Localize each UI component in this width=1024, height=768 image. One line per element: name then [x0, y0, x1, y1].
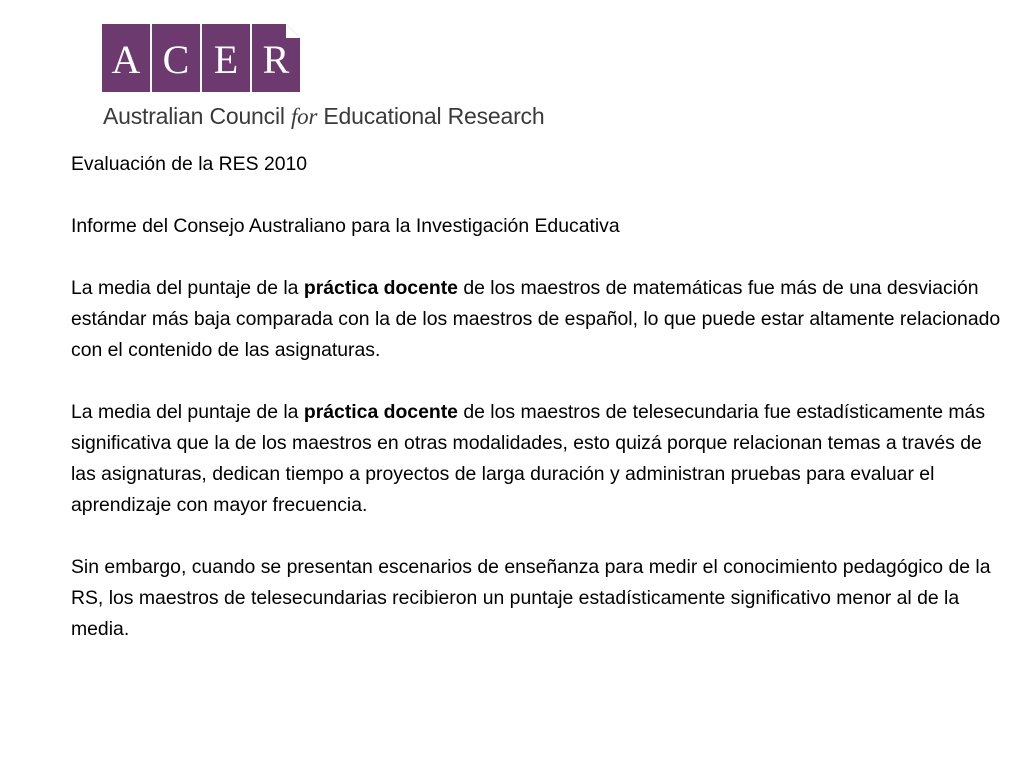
paragraph1-pre: La media del puntaje de la [71, 277, 304, 299]
paragraph2-bold: práctica docente [303, 401, 458, 423]
logo-name-pre: Australian Council [103, 103, 291, 129]
logo-name-post: Educational Research [317, 103, 545, 129]
paragraph-teaching-scenarios: Sin embargo, cuando se presentan escenarios de enseñanza para medir el conocimiento pedagógico de la RS, los maestros de telesecundarias recibieron un puntaje estadísticamente significativo menor al de la media. [71, 556, 991, 640]
slide-body [71, 149, 1001, 645]
logo-letter-r: R [262, 37, 290, 82]
slide-title: Evaluación de la RES 2010 [71, 153, 308, 175]
slide-subtitle: Informe del Consejo Australiano para la Investigación Educativa [71, 215, 620, 237]
paragraph-math-teachers [71, 273, 1001, 366]
logo-letter-a: A [111, 37, 141, 82]
paragraph1-bold: práctica docente [303, 277, 458, 299]
logo-organization-name [103, 103, 544, 130]
paragraph2-pre: La media del puntaje de la [71, 401, 304, 423]
logo-letter-e: E [213, 37, 239, 82]
logo-name-for: for [290, 104, 318, 129]
acer-logo-mark [102, 24, 300, 92]
paragraph-telesecundaria-teachers [71, 397, 1001, 521]
logo-letter-c: C [162, 37, 190, 82]
logo-folded-corner [286, 24, 300, 38]
paragraph1-post: de los maestros de matemáticas fue más de una desviación estándar más baja comparada con la de los maestros de español, lo que puede estar altamente relacionado con el contenido de las asignaturas. [71, 277, 1001, 361]
paragraph2-post: de los maestros de telesecundaria fue estadísticamente más significativa que la de los maestros en otras modalidades, esto quizá porque relacionan temas a través de las asignaturas, dedican tiempo a proyectos de larga duración y administran pruebas para evaluar el aprendizaje con mayor frecuencia. [71, 401, 986, 516]
